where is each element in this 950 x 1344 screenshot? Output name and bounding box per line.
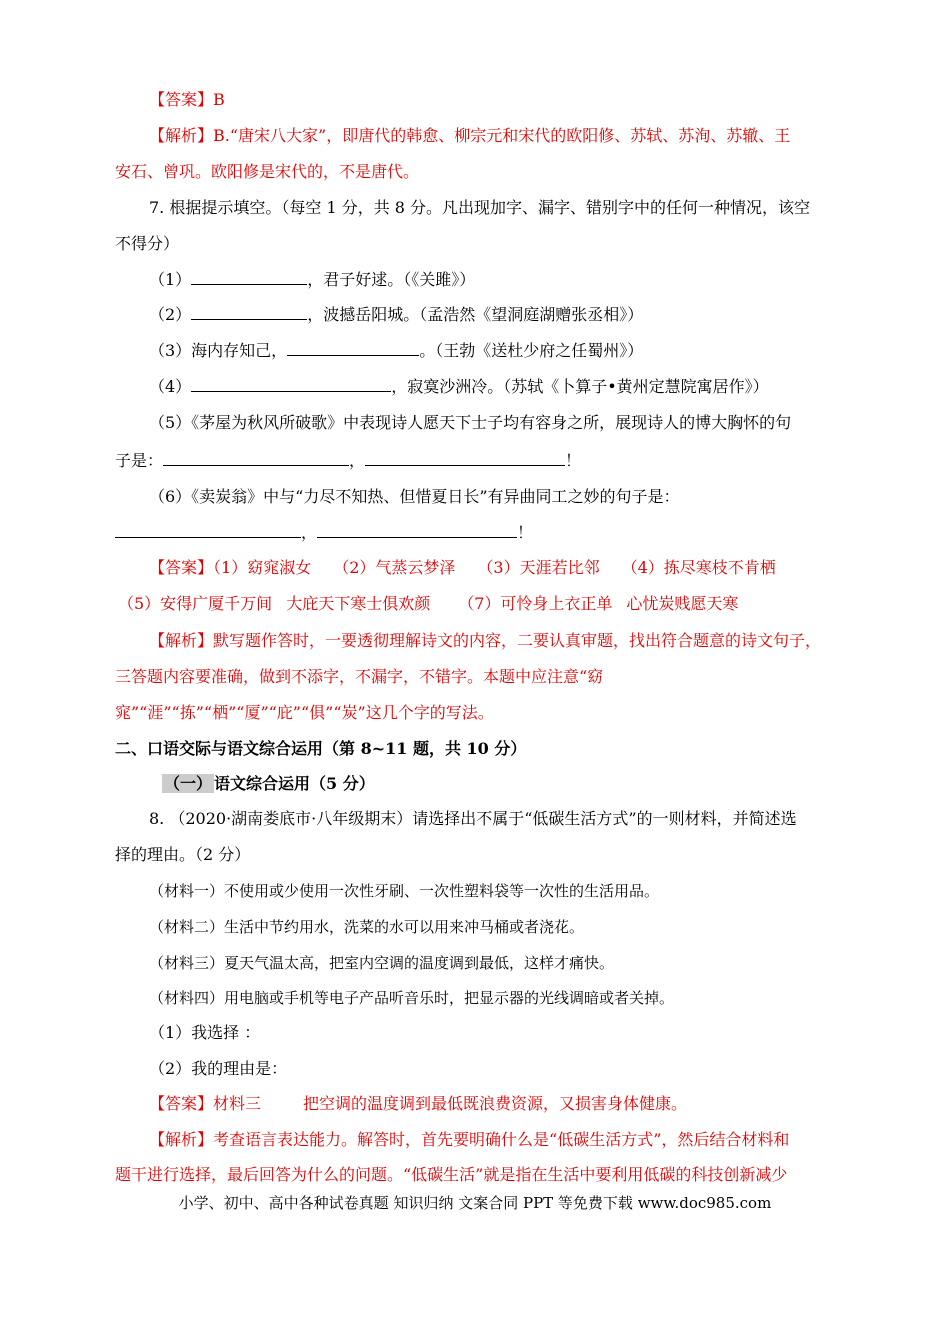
fill-blank	[191, 377, 391, 392]
q7-item-5: （5）《茅屋为秋风所破歌》中表现诗人愿天下士子均有容身之所，展现诗人的博大胸怀的句	[149, 413, 792, 432]
fill-blank	[163, 451, 349, 466]
q6-answer	[149, 89, 225, 111]
q7-item-5-l2	[115, 450, 581, 472]
page-footer: 小学、初中、高中各种试卷真题 知识归纳 文案合同 PPT 等免费下载 www.doc985.com	[178, 1194, 772, 1212]
answer-item: 把空调的温度调到最低既浪费资源，又损害身体健康。	[303, 1094, 688, 1113]
answer-item: 材料三	[213, 1094, 262, 1113]
punct: ，	[349, 451, 366, 470]
q8-answer	[149, 1093, 687, 1115]
analysis-text: 考查语言表达能力。解答时，首先要明确什么是“低碳生活方式”，然后结合材料和	[213, 1130, 790, 1149]
fill-blank	[287, 341, 419, 356]
item-text: （3）海内存知己，	[149, 341, 288, 360]
item-text: 。（王勃《送杜少府之任蜀州》）	[419, 341, 644, 360]
answer-item: （3）天涯若比邻	[477, 558, 600, 577]
answer-item: 大庇天下寒士俱欢颜	[286, 594, 431, 613]
punct: ！	[517, 523, 534, 542]
analysis-tag: 【解析】	[149, 1130, 214, 1149]
answer-item: 心忧炭贱愿天寒	[626, 594, 739, 613]
item-number: （2）	[149, 305, 192, 324]
fill-blank	[191, 305, 307, 320]
q7-item-1	[149, 269, 475, 291]
q7-answer	[149, 557, 776, 579]
fill-blank	[191, 270, 307, 285]
fill-blank	[365, 451, 565, 466]
fill-blank	[115, 523, 301, 538]
q7-analysis-l3: 窕”“涯”“拣”“栖”“厦”“庇”“俱”“炭”这几个字的写法。	[115, 703, 494, 722]
item-text: ，君子好逑。（《关雎》）	[307, 270, 476, 289]
section-heading: 二、口语交际与语文综合运用（第 8~11 题，共 10 分）	[115, 739, 527, 758]
analysis-tag: 【解析】	[149, 126, 214, 145]
q8-prompt-2: （2）我的理由是：	[149, 1059, 288, 1078]
q8-material-3: （材料三）夏天气温太高，把室内空调的温度调到最低，这样才痛快。	[149, 954, 615, 972]
answer-tag: 【答案】	[149, 90, 214, 109]
q7-answer-l2	[118, 593, 738, 615]
answer-item: （7）可怜身上衣正单	[458, 594, 613, 613]
answer-item: （2）气蒸云梦泽	[333, 558, 456, 577]
q8-stem: 8. （2020·湖南娄底市·八年级期末）请选择出不属于“低碳生活方式”的一则材料，并简述选	[149, 809, 797, 828]
q6-analysis-l2: 安石、曾巩。欧阳修是宋代的，不是唐代。	[115, 162, 420, 181]
item-number: （4）	[149, 377, 192, 396]
fill-blank	[317, 523, 517, 538]
q7-analysis	[149, 630, 821, 652]
answer-item: （1）窈窕淑女	[213, 558, 312, 577]
item-text: 子是：	[115, 451, 164, 470]
q7-item-6: （6）《卖炭翁》中与“力尽不知热、但惜夏日长”有异曲同工之妙的句子是：	[149, 487, 680, 506]
answer-item: （5）安得广厦千万间	[118, 594, 273, 613]
answer-tag: 【答案】	[149, 1094, 214, 1113]
punct: ！	[565, 451, 582, 470]
q8-material-1: （材料一）不使用或少使用一次性牙刷、一次性塑料袋等一次性的生活用品。	[149, 882, 660, 900]
q6-analysis	[149, 125, 790, 147]
q7-stem-l2: 不得分）	[115, 234, 180, 253]
answer-item: （4）拣尽寒枝不肯栖	[621, 558, 776, 577]
q8-material-4: （材料四）用电脑或手机等电子产品听音乐时，把显示器的光线调暗或者关掉。	[149, 989, 675, 1007]
q7-item-6-l2	[115, 522, 533, 544]
subsection-heading	[162, 773, 375, 795]
punct: ，	[301, 523, 318, 542]
q7-item-3	[149, 340, 643, 362]
analysis-text: 默写题作答时，一要透彻理解诗文的内容，二要认真审题，找出符合题意的诗文句子，	[213, 631, 822, 650]
q7-item-2	[149, 304, 643, 326]
analysis-text: B.“唐宋八大家”，即唐代的韩愈、柳宗元和宋代的欧阳修、苏轼、苏洵、苏辙、王	[213, 126, 791, 145]
q7-stem: 7. 根据提示填空。（每空 1 分，共 8 分。凡出现加字、漏字、错别字中的任何一种情况，该空	[149, 198, 811, 217]
answer-text: B	[213, 90, 225, 109]
q8-analysis	[149, 1129, 789, 1151]
q8-analysis-l2: 题干进行选择，最后回答为什么的问题。“低碳生活”就是指在生活中要利用低碳的科技创新减少	[115, 1165, 788, 1184]
item-text: ，波撼岳阳城。（孟浩然《望洞庭湖赠张丞相》）	[307, 305, 644, 324]
q8-material-2: （材料二）生活中节约用水，洗菜的水可以用来冲马桶或者浇花。	[149, 918, 585, 936]
q7-item-4	[149, 376, 769, 398]
answer-tag: 【答案】	[149, 558, 214, 577]
subsection-title: 语文综合运用（5 分）	[214, 774, 375, 793]
analysis-tag: 【解析】	[149, 631, 214, 650]
item-number: （1）	[149, 270, 192, 289]
item-text: ，寂寞沙洲冷。（苏轼《卜算子•黄州定慧院寓居作》）	[391, 377, 769, 396]
q7-analysis-l2: 三答题内容要准确，做到不添字，不漏字，不错字。本题中应注意“窈	[115, 667, 604, 686]
q8-stem-l2: 择的理由。（2 分）	[115, 845, 251, 864]
q8-prompt-1: （1）我选择 ：	[149, 1023, 261, 1042]
subsection-number: （一）	[164, 774, 213, 793]
